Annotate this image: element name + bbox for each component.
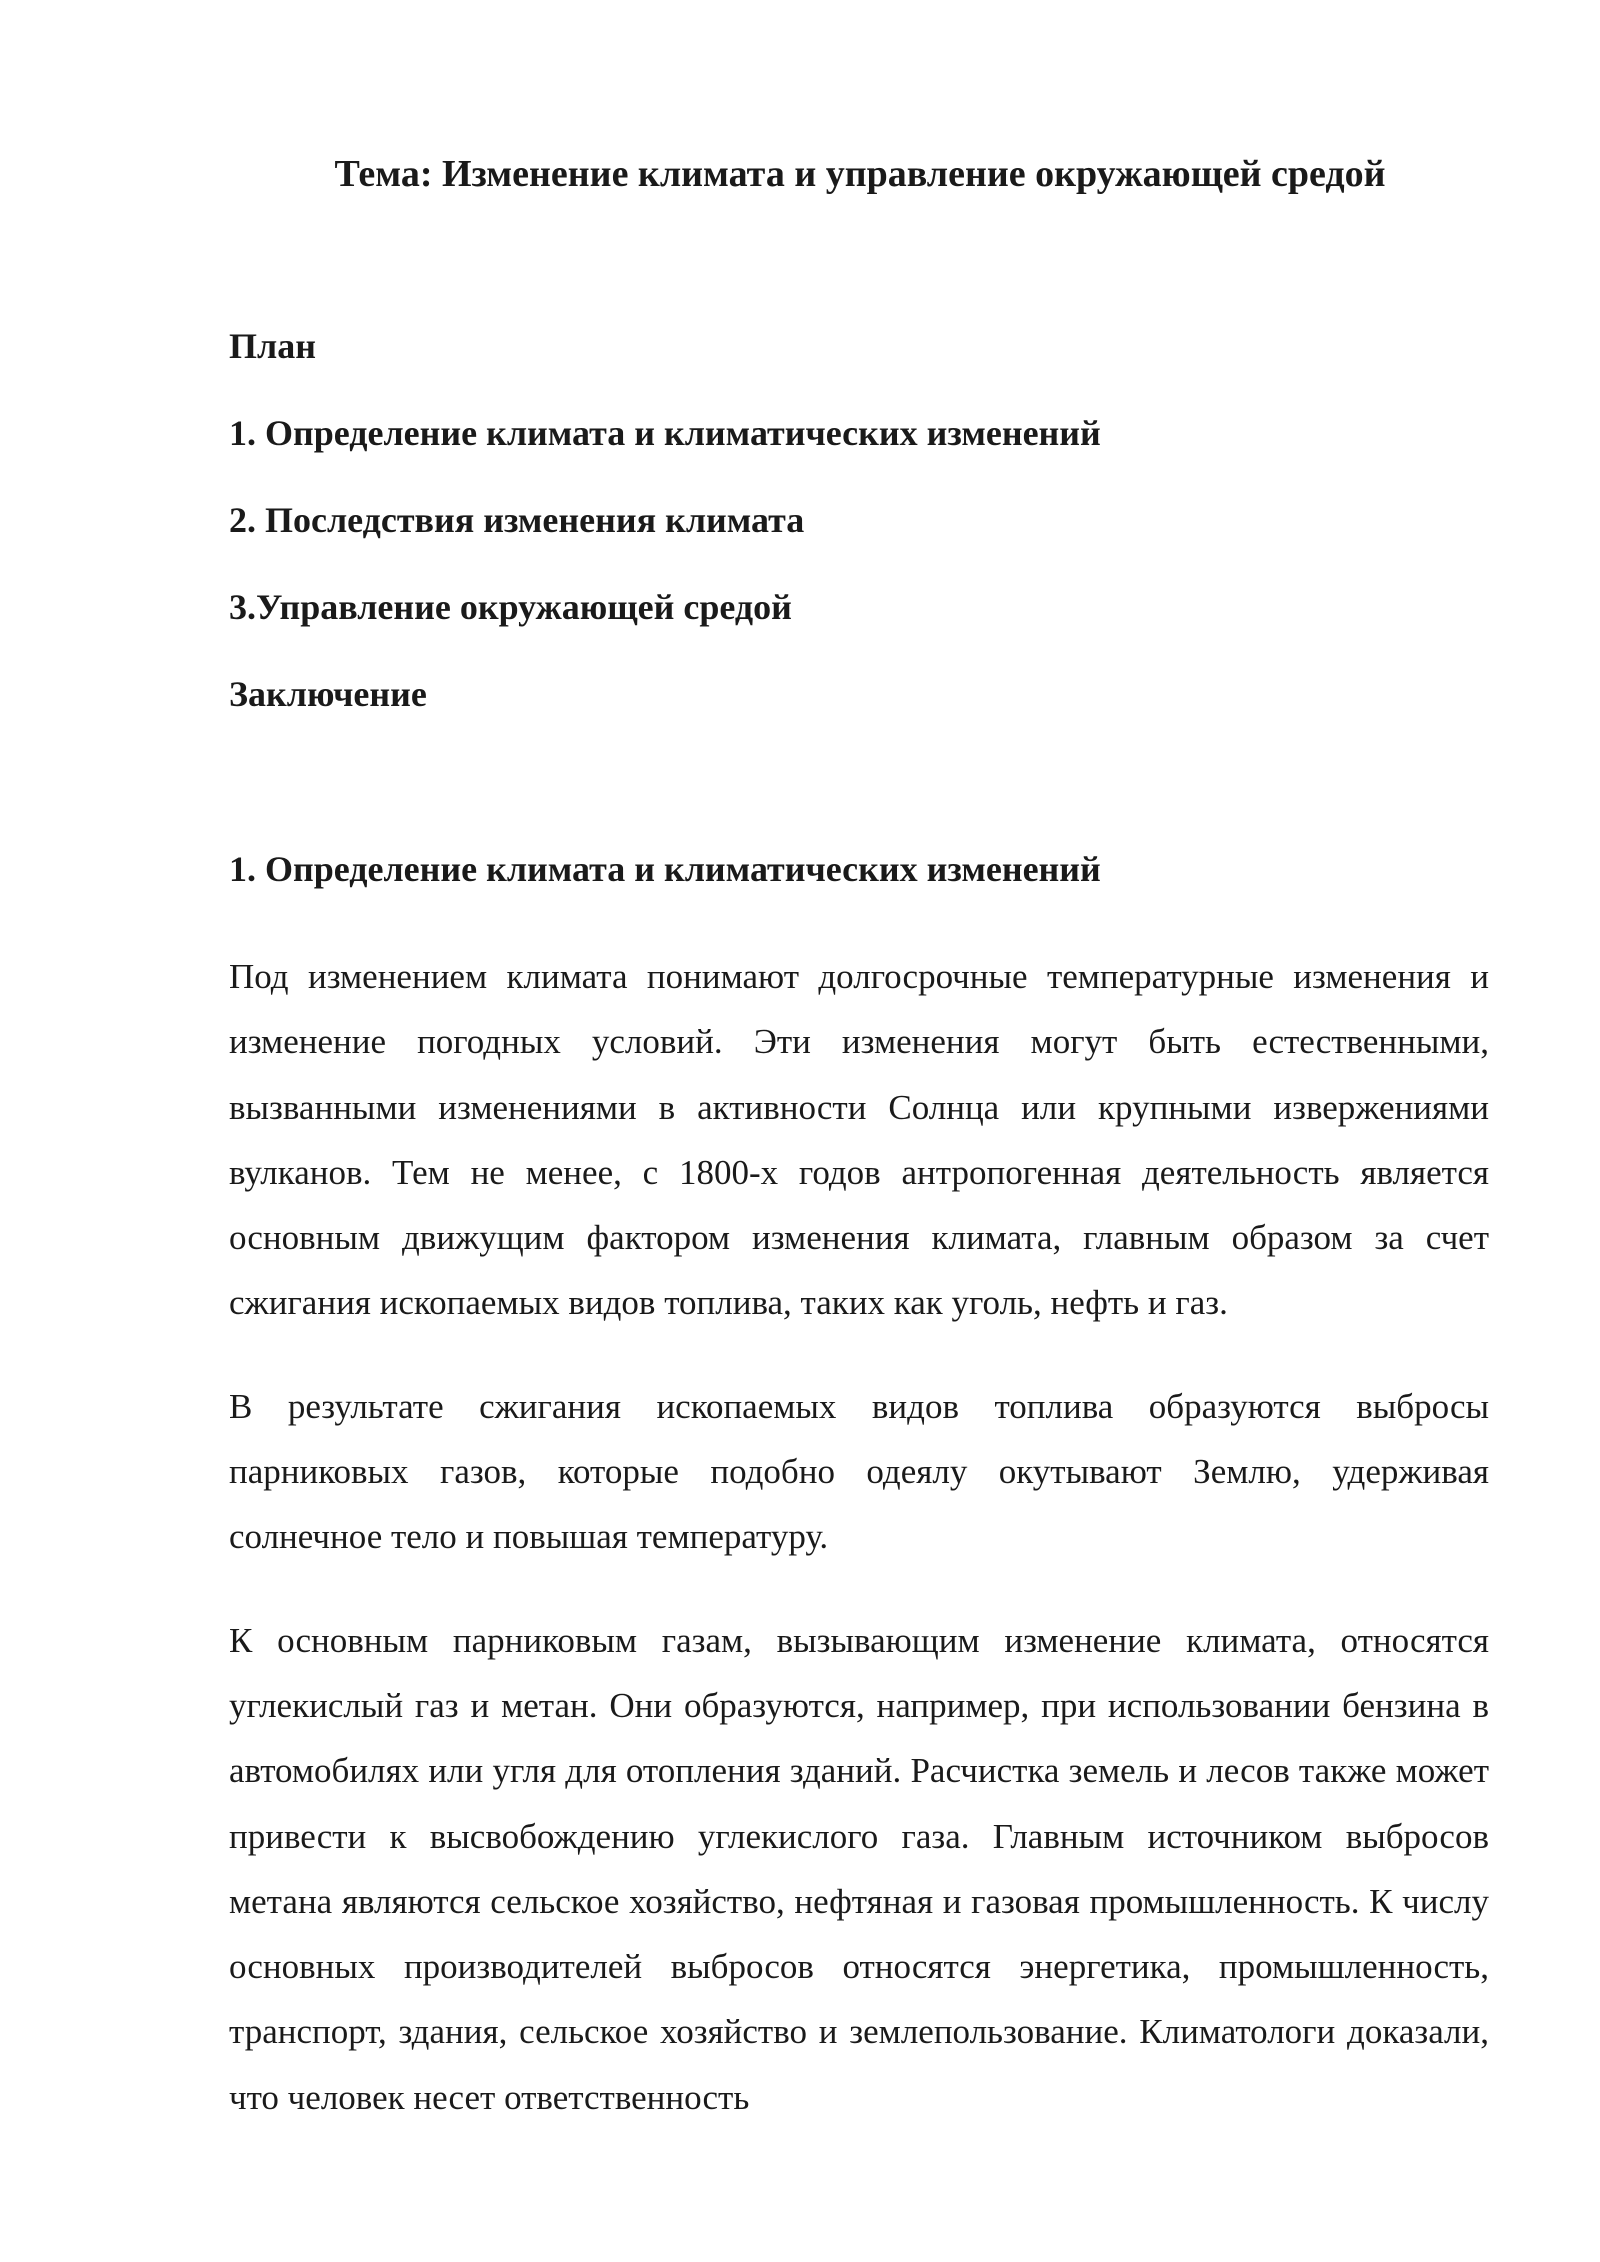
paragraph: К основным парниковым газам, вызывающим изменение климата, относятся углекислый газ и метан. Они образуются, например, при использовании бензина в автомобилях или угля для отопления зданий. Расчистка земель и лесов также может привести к высвобождению углекислого газа. Главным источником выбросов метана являются сельское хозяйство, нефтяная и газовая промышленность. К числу основных производителей выбросов относятся энергетика, промышленность, транспорт, здания, сельское хозяйство и землепользование. Климатологи доказали, что человек несет ответственность <box>229 1620 1489 2117</box>
plan-item-conclusion: Заключение <box>229 674 427 714</box>
plan-item-2: 2. Последствия изменения климата <box>229 500 805 540</box>
section-body <box>229 944 1489 2168</box>
plan-item-1: 1. Определение климата и климатических изменений <box>229 413 1101 453</box>
document-title: Тема: Изменение климата и управление окружающей средой <box>334 153 1386 195</box>
plan-heading: План <box>229 326 316 366</box>
section-heading: 1. Определение климата и климатических изменений <box>229 849 1101 889</box>
paragraph: Под изменением климата понимают долгосрочные температурные изменения и изменение погодных условий. Эти изменения могут быть естественными, вызванными изменениями в активности Солнца или крупными извержениями вулканов. Тем не менее, с 1800-х годов антропогенная деятельность является основным движущим фактором изменения климата, главным образом за счет сжигания ископаемых видов топлива, таких как уголь, нефть и газ. <box>229 957 1489 1323</box>
plan-item-3: 3.Управление окружающей средой <box>229 587 792 627</box>
plan-list <box>229 322 1489 757</box>
paragraph: В результате сжигания ископаемых видов топлива образуются выбросы парниковых газов, которые подобно одеялу окутывают Землю, удерживая солнечное тело и повышая температуру. <box>229 1386 1489 1557</box>
